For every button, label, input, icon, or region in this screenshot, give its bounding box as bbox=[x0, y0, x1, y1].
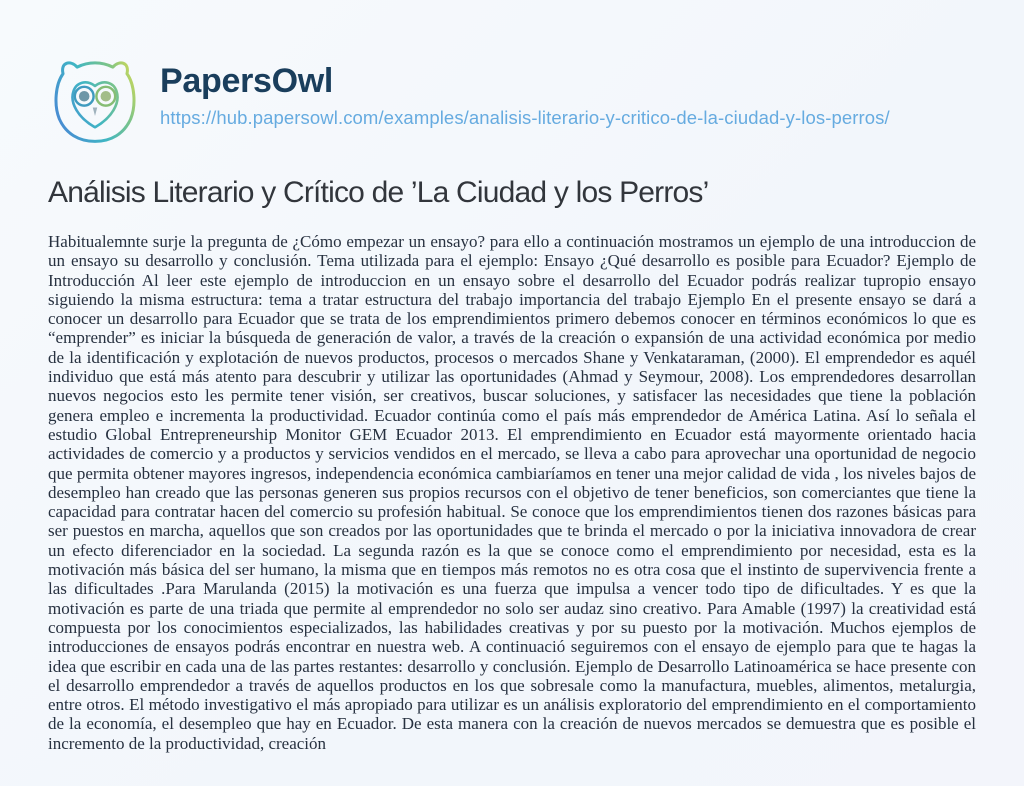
header-texts bbox=[160, 55, 890, 129]
page-url-link[interactable]: https://hub.papersowl.com/examples/analisis-literario-y-critico-de-la-ciudad-y-los-perros/ bbox=[160, 107, 890, 129]
article-title: Análisis Literario y Crítico de ’La Ciudad y los Perros’ bbox=[48, 176, 709, 209]
article-body-text: Habitualemnte surje la pregunta de ¿Cómo empezar un ensayo? para ello a continuación mostramos un ejemplo de una introduccion de un ensayo su desarrollo y conclusión. Tema utilizada para el ejemplo: Ensayo ¿Qué desarrollo es posible para Ecuador? Ejemplo de Introducción Al leer este ejemplo de introduccion en un ensayo sobre el desarrollo del Ecuador podrás realizar tupropio ensayo siguiendo la misma estructura: tema a tratar estructura del trabajo importancia del trabajo Ejemplo En el presente ensayo se dará a conocer un desarrollo para Ecuador que se trata de los emprendimientos primero debemos conocer en términos económicos lo que es “emprender” es iniciar la búsqueda de generación de valor, a través de la creación o expansión de una actividad económica por medio de la identificación y explotación de nuevos productos, procesos o mercados Shane y Venkataraman, (2000). El emprendedor es aquél individuo que está más atento para descubrir y utilizar las oportunidades (Ahmad y Seymour, 2008). Los emprendedores desarrollan nuevos negocios esto les permite tener visión, ser creativos, buscar soluciones, y satisfacer las necesidades que tiene la población genera empleo e incrementa la productividad. Ecuador continúa como el país más emprendedor de América Latina. Así lo señala el estudio Global Entrepreneurship Monitor GEM Ecuador 2013. El emprendimiento en Ecuador está mayormente orientado hacia actividades de comercio y a productos y servicios vendidos en el mercado, se lleva a cabo para aprovechar una oportunidad de negocio que permita obtener mayores ingresos, independencia económica cambiaríamos en tener una mejor calidad de vida , los niveles bajos de desempleo han creado que las personas generen sus propios recursos con el objetivo de tener beneficios, son comerciantes que tiene la capacidad para contratar hacen del comercio su profesión habitual. Se conoce que los emprendimientos tienen dos razones básicas para ser puestos en marcha, aquellos que son creados por las oportunidades que te brinda el mercado o por la iniciativa innovadora de crear un efecto diferenciador en la sociedad. La segunda razón es la que se conoce como el emprendimiento por necesidad, esta es la motivación más básica del ser humano, la misma que en tiempos más remotos no es otra cosa que el instinto de supervivencia frente a las dificultades .Para Marulanda (2015) la motivación es una fuerza que impulsa a vencer todo tipo de dificultades. Y es que la motivación es parte de una triada que permite al emprendedor no solo ser audaz sino creativo. Para Amable (1997) la creatividad está compuesta por los conocimientos especializados, las habilidades creativas y por su puesto por la motivación. Muchos ejemplos de introducciones de ensayos podrás encontrar en nuestra web. A continuació seguiremos con el ensayo de ejemplo para que te hagas la idea que escribir en cada una de las partes restantes: desarrollo y conclusión. Ejemplo de Desarrollo Latinoamérica se hace presente con el desarrollo emprendedor a través de aquellos productos en los que sobresale como la manufactura, muebles, alimentos, metalurgia, entre otros. El método investigativo el más apropiado para utilizar es un análisis exploratorio del emprendimiento en el comportamiento de la economía, el desempleo que hay en Ecuador. De esta manera con la creación de nuevos mercados se demuestra que es posible el incremento de la productividad, creación bbox=[48, 232, 976, 753]
papersowl-owl-logo-icon bbox=[48, 53, 142, 147]
brand-name: PapersOwl bbox=[160, 62, 334, 100]
site-header bbox=[48, 55, 976, 147]
